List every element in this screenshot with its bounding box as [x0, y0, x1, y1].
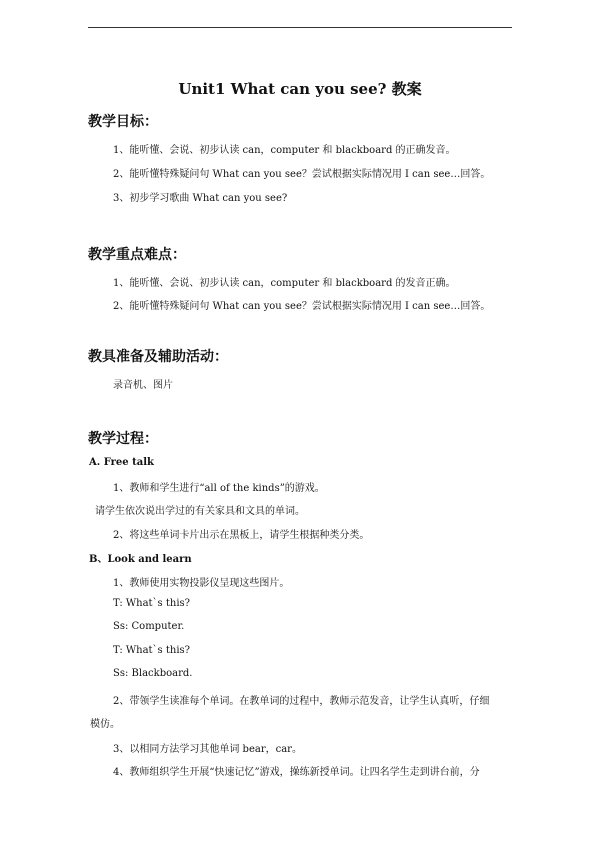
header-rule — [88, 27, 512, 28]
section-heading-objectives: 教学目标： — [88, 114, 158, 130]
process-line: 2、带领学生读准每个单词。在教单词的过程中，教师示范发音，让学生认真听，仔细 — [113, 696, 490, 707]
dialogue-line: T: What`s this? — [113, 645, 191, 656]
page-title: Unit1 What can you see? 教案 — [178, 80, 422, 98]
key-point-item: 2、能听懂特殊疑问句 What can you see？尝试根据实际情况用 I can see…回答。 — [113, 301, 491, 312]
objective-item: 2、能听懂特殊疑问句 What can you see？尝试根据实际情况用 I can see…回答。 — [113, 169, 491, 180]
subsection-label-look-and-learn: B、Look and learn — [89, 554, 192, 565]
subsection-label-free-talk: A. Free talk — [89, 457, 154, 468]
process-line: 4、教师组织学生开展“快速记忆”游戏，操练新授单词。让四名学生走到讲台前，分 — [113, 767, 480, 778]
dialogue-line: Ss: Computer. — [113, 621, 185, 632]
process-line: 1、教师和学生进行“all of the kinds”的游戏。 — [113, 483, 325, 494]
dialogue-line: T: What`s this? — [113, 598, 191, 609]
section-heading-materials: 教具准备及辅助活动： — [88, 349, 228, 365]
objective-item: 1、能听懂、会说、初步认读 can，computer 和 blackboard 的正确发音。 — [113, 145, 456, 156]
key-point-item: 1、能听懂、会说、初步认读 can，computer 和 blackboard 的发音正确。 — [113, 278, 456, 289]
process-line: 1、教师使用实物投影仪呈现这些图片。 — [113, 578, 290, 589]
dialogue-line: Ss: Blackboard. — [113, 668, 193, 679]
section-heading-key-points: 教学重点难点： — [88, 247, 186, 263]
section-heading-process: 教学过程： — [88, 431, 158, 447]
objective-item: 3、初步学习歌曲 What can you see? — [113, 193, 288, 204]
process-line: 请学生依次说出学过的有关家具和文具的单词。 — [95, 506, 305, 517]
materials-item: 录音机、图片 — [113, 380, 173, 391]
process-line: 2、将这些单词卡片出示在黑板上，请学生根据种类分类。 — [113, 530, 370, 541]
process-line: 模仿。 — [90, 719, 120, 730]
process-line: 3、以相同方法学习其他单词 bear，car。 — [113, 744, 302, 755]
